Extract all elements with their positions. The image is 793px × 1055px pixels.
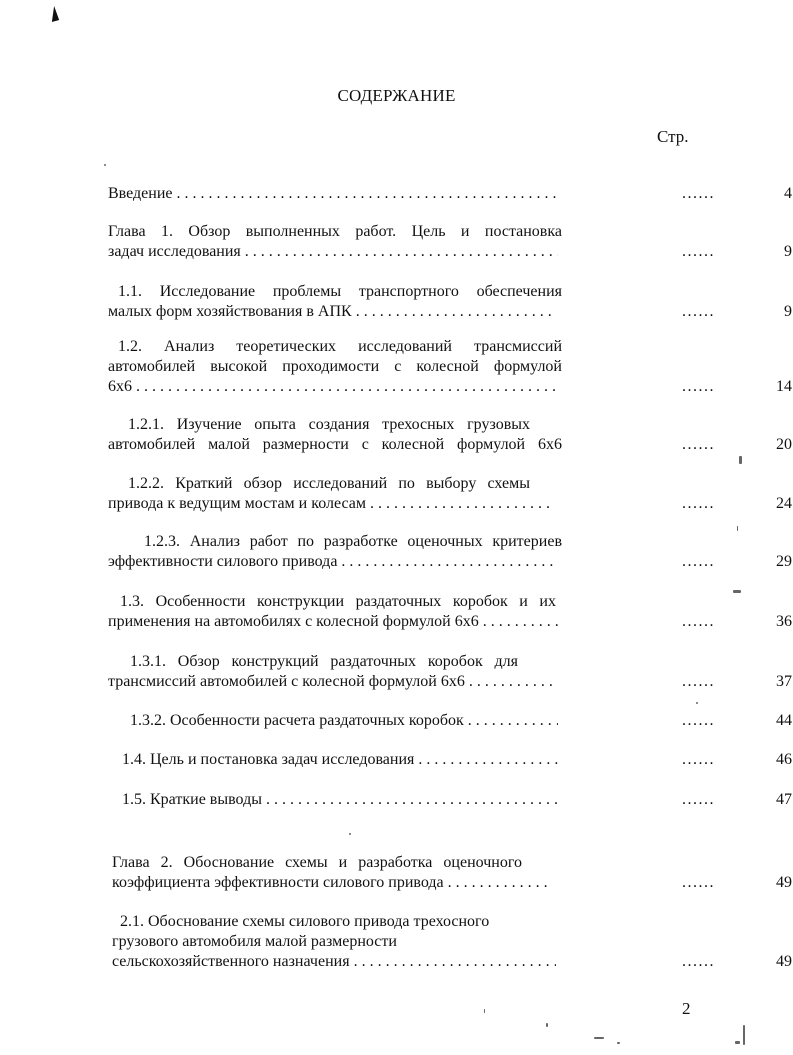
scan-speck xyxy=(617,1042,620,1044)
fill-dots: ...... xyxy=(682,874,715,891)
fill-dots: ...... xyxy=(682,303,715,320)
toc-entry-line: применения на автомобилях с колесной формулой 6х6 . . . xyxy=(108,612,560,632)
scan-speck xyxy=(743,1025,745,1045)
scan-speck xyxy=(349,833,351,835)
toc-entry-line: 1.3.2. Особенности расчета раздаточных коробок . . . xyxy=(130,711,558,731)
toc-entry-line: Введение . . . xyxy=(108,184,558,204)
toc-entry-line: привода к ведущим мостам и колесам . . . xyxy=(108,494,550,514)
fill-dots: ...... xyxy=(682,185,715,202)
toc-entry-line: 2.1. Обоснование схемы силового привода трехосного xyxy=(120,913,490,930)
toc-entry-line: Глава 2. Обоснование схемы и разработка оценочного xyxy=(112,854,522,871)
toc-entry-1-2-3[interactable] xyxy=(108,532,792,572)
scan-speck xyxy=(594,1037,604,1039)
toc-page-number: 44 xyxy=(776,712,792,729)
toc-entry-line: 1.4. Цель и постановка задач исследования . . . xyxy=(122,750,558,770)
scan-speck xyxy=(696,702,698,704)
toc-entry-1-3-2[interactable] xyxy=(108,711,792,731)
toc-entry-line: 1.3. Особенности конструкции раздаточных коробок и их xyxy=(120,593,556,610)
toc-entry-line: 1.2.2. Краткий обзор исследований по выбору схемы xyxy=(128,475,530,492)
fill-dots: ...... xyxy=(682,791,715,808)
fill-dots: ...... xyxy=(682,751,715,768)
fill-dots: ...... xyxy=(682,243,715,260)
toc-entry-chapter-2[interactable] xyxy=(112,853,792,893)
fill-dots: ...... xyxy=(682,712,715,729)
toc-entry-1-3-1[interactable] xyxy=(108,652,792,692)
scan-speck xyxy=(104,164,106,166)
fill-dots: ...... xyxy=(682,378,715,395)
toc-page-number: 46 xyxy=(776,751,792,768)
toc-entry-line: коэффициента эффективности силового привода . . . xyxy=(112,873,552,893)
toc-entry-line: сельскохозяйственного назначения . . . xyxy=(112,952,556,972)
page-number: 2 xyxy=(682,999,691,1018)
toc-entry-line: 1.5. Краткие выводы . . . xyxy=(122,790,558,810)
toc-page-number: 49 xyxy=(776,874,792,891)
fill-dots: ...... xyxy=(682,495,715,512)
toc-entry-1-5[interactable] xyxy=(108,790,792,810)
scan-speck xyxy=(739,456,742,464)
toc-page-number: 24 xyxy=(776,495,792,512)
toc-page-number: 14 xyxy=(776,378,792,395)
toc-page-number: 47 xyxy=(776,791,792,808)
toc-entry-line: эффективности силового привода . . . xyxy=(108,552,554,572)
fill-dots: ...... xyxy=(682,553,715,570)
scan-speck xyxy=(735,1041,740,1044)
toc-entry-line: 1.3.1. Обзор конструкций раздаточных коробок для xyxy=(130,653,518,670)
toc-entry-line: малых форм хозяйствования в АПК . . . xyxy=(108,302,552,322)
toc-entry-line: автомобилей малой размерности с колесной формулой 6х6 xyxy=(108,436,562,453)
toc-page-number: 29 xyxy=(776,553,792,570)
toc-entry-line: 1.2. Анализ теоретических исследований трансмиссий xyxy=(118,338,562,355)
toc-entry-1-2-1[interactable] xyxy=(108,415,792,455)
toc-page-number: 49 xyxy=(776,953,792,970)
toc-page-number: 9 xyxy=(784,303,792,320)
toc-entry-chapter-1[interactable] xyxy=(108,222,792,262)
scan-speck xyxy=(546,1023,548,1027)
scan-speck xyxy=(733,590,741,593)
toc-entry-1-3[interactable] xyxy=(108,592,792,632)
toc-entry-line: 1.1. Исследование проблемы транспортного обеспечения xyxy=(118,283,562,300)
toc-entry-line: трансмиссий автомобилей с колесной формулой 6х6 . . . xyxy=(108,672,554,692)
toc-page-number: 4 xyxy=(784,185,792,202)
toc-entry-line: задач исследования . . . xyxy=(108,242,558,262)
toc-page-number: 36 xyxy=(776,613,792,630)
toc-page-number: 9 xyxy=(784,243,792,260)
fill-dots: ...... xyxy=(682,436,715,453)
toc-entry-1-4[interactable] xyxy=(108,750,792,770)
toc-entry-2-1[interactable] xyxy=(112,912,792,972)
pages-column-header: Стр. xyxy=(657,127,689,146)
toc-entry-line: Глава 1. Обзор выполненных работ. Цель и постановка xyxy=(108,223,562,240)
scan-speck xyxy=(484,1009,485,1013)
toc-entry-line: 1.2.1. Изучение опыта создания трехосных грузовых xyxy=(128,416,530,433)
toc-entry-line: 6х6 . . . xyxy=(108,377,558,397)
page-title: СОДЕРЖАНИЕ xyxy=(337,86,456,105)
fill-dots: ...... xyxy=(682,953,715,970)
corner-scan-mark xyxy=(52,6,61,22)
toc-entry-1-1[interactable] xyxy=(108,282,792,322)
toc-entry-line: грузового автомобиля малой размерности xyxy=(112,933,397,950)
toc-page-number: 37 xyxy=(776,673,792,690)
fill-dots: ...... xyxy=(682,613,715,630)
toc-page-number: 20 xyxy=(776,436,792,453)
fill-dots: ...... xyxy=(682,673,715,690)
toc-entry-introduction[interactable] xyxy=(108,184,792,204)
toc-entry-line: 1.2.3. Анализ работ по разработке оценочных критериев xyxy=(144,533,562,550)
toc-entry-1-2[interactable] xyxy=(108,337,792,397)
scan-speck xyxy=(737,526,738,531)
toc-entry-1-2-2[interactable] xyxy=(108,474,792,514)
toc-entry-line: автомобилей высокой проходимости с колесной формулой xyxy=(108,358,562,375)
